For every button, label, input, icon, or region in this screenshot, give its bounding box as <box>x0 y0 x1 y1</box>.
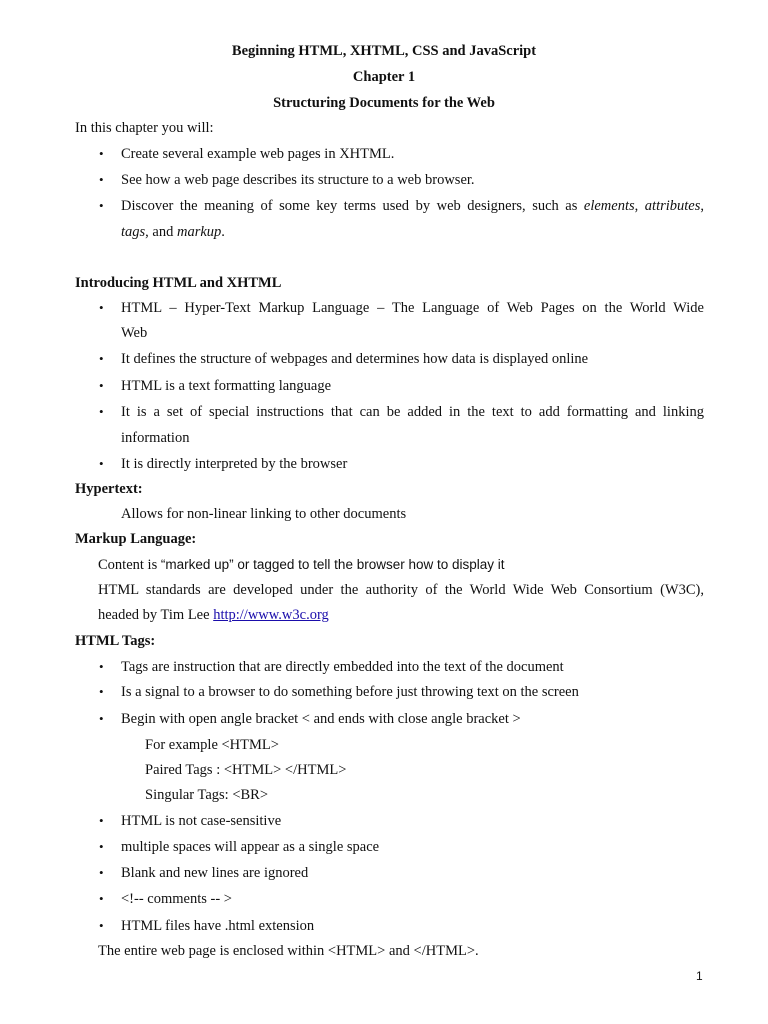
list-item <box>0 890 768 908</box>
paragraph-text: The entire web page is enclosed within <HTML> and </HTML>. <box>98 943 479 959</box>
example-text: Singular Tags: <BR> <box>145 787 269 803</box>
list-item-text: Create several example web pages in XHTML. <box>121 146 395 162</box>
list-item <box>0 864 768 882</box>
section-heading: HTML Tags: <box>75 633 156 649</box>
bullet-icon: • <box>99 351 104 366</box>
list-item <box>0 917 768 935</box>
bullet-icon: • <box>99 891 104 906</box>
bullet-icon: • <box>99 684 104 699</box>
term-markup: markup <box>176 224 222 240</box>
list-item-text: See how a web page describes its structure to a web browser. <box>121 172 475 188</box>
page-number: 1 <box>696 969 703 983</box>
list-item <box>0 377 768 395</box>
definition-text: Allows for non-linear linking to other documents <box>121 506 407 522</box>
section-heading: Markup Language: <box>75 531 197 547</box>
list-item-text: multiple spaces will appear as a single space <box>121 839 380 855</box>
term-tags: tags <box>121 224 146 240</box>
bullet-icon: • <box>99 865 104 880</box>
list-item <box>0 710 768 728</box>
list-item-text: HTML – Hyper-Text Markup Language – The Language of Web Pages on the World Wide <box>121 300 704 316</box>
list-item <box>0 350 768 368</box>
bullet-icon: • <box>99 172 104 187</box>
bullet-icon: • <box>99 146 104 161</box>
section-heading: Introducing HTML and XHTML <box>75 275 282 291</box>
bullet-icon: • <box>99 813 104 828</box>
list-item <box>0 683 768 701</box>
example-text: Paired Tags : <HTML> </HTML> <box>145 762 347 778</box>
text-run: headed by Tim Lee <box>98 607 214 623</box>
list-item-text: Is a signal to a browser to do something before just throwing text on the screen <box>121 684 579 700</box>
list-item <box>0 299 768 317</box>
text-run: , <box>634 198 645 214</box>
paragraph-text: HTML standards are developed under the authority of the World Wide Web Consortium (W3C), <box>98 582 704 598</box>
list-item-text: HTML is a text formatting language <box>121 378 332 394</box>
text-run: “marked up” or tagged to tell the browser how to display it <box>160 557 505 572</box>
list-item-text: It is directly interpreted by the browser <box>121 456 348 472</box>
chapter-number: Chapter 1 <box>352 69 416 85</box>
list-item-continuation <box>121 223 225 241</box>
text-run: , <box>700 198 705 214</box>
list-item-text: Begin with open angle bracket < and ends with close angle bracket > <box>121 711 521 727</box>
list-item <box>0 403 768 421</box>
text-run: . <box>221 224 225 240</box>
list-item-text: Tags are instruction that are directly embedded into the text of the document <box>121 659 564 675</box>
list-item-text: HTML is not case-sensitive <box>121 813 282 829</box>
list-item-text: It defines the structure of webpages and determines how data is displayed online <box>121 351 589 367</box>
list-item <box>0 145 768 163</box>
list-item-continuation: information <box>121 430 190 446</box>
list-item <box>0 812 768 830</box>
text-run: Discover the meaning of some key terms used by web designers, such as <box>121 198 584 214</box>
bullet-icon: • <box>99 300 104 315</box>
list-item-continuation: Web <box>121 325 148 341</box>
list-item-text <box>121 197 704 215</box>
term-attributes: attributes <box>644 198 701 214</box>
list-item <box>0 197 768 215</box>
text-run: , and <box>145 224 177 240</box>
bullet-icon: • <box>99 711 104 726</box>
list-item <box>0 658 768 676</box>
w3c-link[interactable]: http://www.w3c.org <box>213 607 329 623</box>
list-item-text: <!-- comments -- > <box>121 891 232 907</box>
intro-lead: In this chapter you will: <box>75 120 214 136</box>
definition-text <box>98 556 505 574</box>
list-item <box>0 838 768 856</box>
example-text: For example <HTML> <box>145 737 279 753</box>
bullet-icon: • <box>99 659 104 674</box>
bullet-icon: • <box>99 378 104 393</box>
bullet-icon: • <box>99 198 104 213</box>
text-run: Content is <box>98 557 161 573</box>
list-item-text: It is a set of special instructions that can be added in the text to add formatting and linking <box>121 404 704 420</box>
bullet-icon: • <box>99 918 104 933</box>
bullet-icon: • <box>99 404 104 419</box>
list-item <box>0 455 768 473</box>
list-item <box>0 171 768 189</box>
list-item-text: HTML files have .html extension <box>121 918 315 934</box>
bullet-icon: • <box>99 456 104 471</box>
paragraph-text <box>98 606 329 624</box>
section-heading: Hypertext: <box>75 481 143 497</box>
document-title: Beginning HTML, XHTML, CSS and JavaScript <box>231 43 537 59</box>
chapter-title: Structuring Documents for the Web <box>273 95 495 111</box>
list-item-text: Blank and new lines are ignored <box>121 865 309 881</box>
bullet-icon: • <box>99 839 104 854</box>
term-elements: elements <box>583 198 635 214</box>
